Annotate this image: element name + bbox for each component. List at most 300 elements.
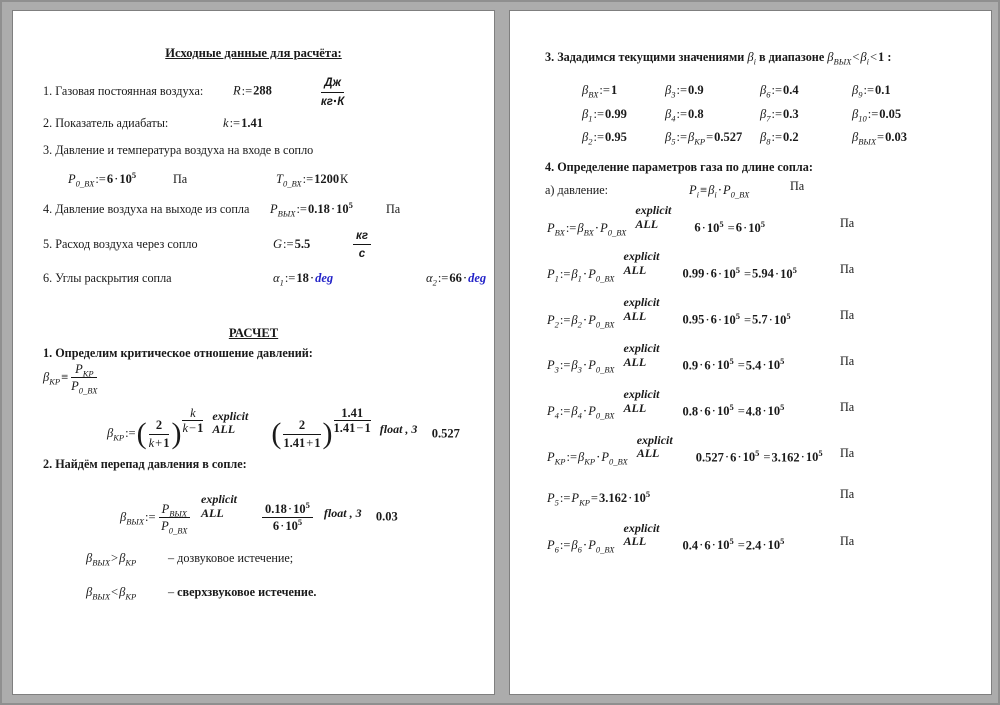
text-token: 6	[694, 220, 701, 235]
document-line	[540, 250, 961, 282]
document-line	[540, 159, 961, 176]
text-token: 5.7	[752, 312, 768, 327]
text-token: :=	[296, 202, 307, 217]
superscript: 5	[735, 310, 740, 321]
arrow-keyword-label: explicit	[623, 296, 660, 310]
variable-token: $P_i$	[689, 183, 700, 200]
text-token: ⋅	[628, 491, 633, 506]
text-token: 0.1	[875, 82, 891, 97]
text-token: ⋅	[594, 220, 600, 235]
arrow-keyword-label: explicit	[212, 409, 249, 423]
evaluation-arrow	[631, 434, 693, 462]
fraction-denominator	[283, 435, 320, 450]
subscript: КР	[125, 557, 137, 568]
variable-token: $P_{КР}$	[571, 491, 590, 508]
text-token: 3. Зададимся текущими значениями	[545, 50, 748, 64]
text-token: Па	[173, 171, 188, 186]
text-token: ⋅	[762, 358, 767, 373]
text-token: К	[340, 171, 349, 186]
text-token: ⋅	[768, 312, 773, 327]
text-token: =	[737, 358, 745, 373]
variable-token: $P_6$	[547, 538, 559, 555]
text-token: Па	[840, 216, 855, 231]
text-token: $10^5$	[285, 517, 303, 534]
fraction	[321, 75, 344, 108]
text-token: :=	[283, 236, 294, 251]
superscript: 5	[131, 169, 137, 180]
text-token: а) давление:	[545, 183, 609, 198]
column-cell	[86, 550, 168, 566]
text-token: 0.99	[682, 266, 705, 281]
variable-token: $P_{КР}$	[75, 361, 94, 379]
subscript: 1	[588, 113, 593, 124]
subscript: 1	[554, 273, 559, 284]
superscript: 5	[735, 264, 740, 275]
subscript: КР	[82, 368, 94, 379]
text-token: 6	[704, 538, 711, 553]
document-line	[43, 115, 464, 132]
subscript: 5	[671, 136, 676, 147]
superscript: 5	[729, 356, 734, 367]
text-token: :=	[302, 171, 314, 186]
text-token: :=	[593, 107, 605, 122]
document-line	[540, 106, 961, 122]
text-token: :=	[863, 82, 875, 97]
text-token: 6	[730, 450, 737, 465]
unit-label	[840, 261, 854, 278]
text-token: 0.18	[307, 202, 330, 217]
superscript: 5	[786, 310, 791, 321]
fraction	[353, 228, 371, 261]
subscript: 0_ВХ	[607, 227, 627, 238]
variable-token: k	[148, 435, 155, 450]
exponent	[334, 406, 371, 437]
subscript: i	[714, 189, 717, 200]
fraction-denominator	[149, 435, 170, 450]
variable-token: $\beta_{КР}$	[688, 130, 706, 147]
document-line	[540, 82, 961, 98]
text-token: :=	[867, 107, 879, 122]
subscript: КР	[694, 136, 706, 147]
document-line	[43, 142, 464, 159]
text-token: ⋅	[724, 450, 730, 465]
section-heading: РАСЧЕТ	[228, 325, 279, 340]
superscript: 5	[755, 448, 760, 459]
variable-token: $P_1$	[547, 266, 559, 284]
subscript: 6	[554, 544, 559, 555]
text-token: ⋅	[582, 312, 588, 327]
text-token: 5.94	[752, 266, 774, 281]
column-cell	[582, 82, 665, 98]
text-token: ⋅	[462, 270, 468, 285]
text-token: −	[189, 421, 197, 436]
evaluation-arrow	[618, 296, 680, 324]
text-token: ⋅	[309, 270, 315, 285]
subscript: 0_ВХ	[282, 178, 302, 189]
text-token: 0.95	[605, 130, 627, 145]
column-cell	[68, 171, 173, 187]
text-token: :=	[559, 358, 571, 373]
text-token: кг	[356, 230, 368, 243]
arrow-keyword-label: explicit	[635, 204, 672, 218]
text-token: кг	[320, 95, 333, 108]
fraction-numerator	[159, 502, 190, 518]
variable-token: $P_{0\_ВХ}$	[71, 379, 98, 396]
subscript: 3	[554, 364, 559, 375]
text-token: :=	[559, 266, 571, 281]
arrow-keyword-label: ALL	[201, 505, 224, 520]
superscript: 5	[348, 200, 353, 211]
subscript: 0_ВХ	[595, 544, 615, 555]
parenthesized-expression	[136, 405, 204, 451]
text-token: ⋅	[699, 358, 704, 373]
column-cell	[582, 129, 665, 145]
close-paren: )	[322, 417, 333, 451]
text-token: 1. Определим критическое отношение давлений:	[43, 345, 313, 360]
variable-token: $\beta_3$	[665, 82, 676, 100]
variable-token: $\beta_{10}$	[852, 107, 867, 124]
text-token: 0.527	[714, 130, 743, 145]
variable-token: $\beta_{ВЫХ}$	[120, 509, 145, 527]
text-token: $10^5$	[293, 499, 310, 516]
section-heading: Исходные данные для расчёта:	[165, 46, 342, 60]
variable-token: k	[190, 405, 196, 420]
text-token: +	[306, 435, 314, 450]
text-token: :=	[437, 270, 449, 285]
evaluation-arrow	[318, 507, 373, 521]
text-token: 0.4	[783, 82, 799, 97]
text-token: 0.8	[682, 404, 699, 419]
text-token: $10^5$	[748, 218, 766, 235]
subscript: ВЫХ	[169, 508, 187, 519]
subscript: 7	[766, 113, 771, 124]
column-cell	[760, 129, 852, 145]
variable-token: $\beta_9$	[852, 82, 863, 100]
text-token: 1	[364, 421, 371, 436]
text-token: :=	[565, 220, 577, 235]
arrow-keyword-label: explicit	[623, 250, 660, 264]
variable-token: $P_{0\_ВХ}$	[588, 404, 615, 421]
unit-label	[790, 178, 804, 195]
keyword-token: deg	[468, 270, 487, 285]
superscript: 5	[780, 402, 785, 413]
text-token: 0.99	[605, 107, 627, 122]
text-token: ≡	[700, 183, 708, 198]
text-token: 0.3	[783, 107, 799, 122]
document-line	[43, 405, 464, 451]
text-token: 1.41	[341, 405, 364, 420]
variable-token: $P_{0\_ВХ}$	[588, 266, 615, 284]
subscript: ВХ	[588, 89, 599, 100]
fraction	[159, 502, 190, 534]
subscript: 0_ВХ	[595, 364, 615, 375]
exponent	[182, 406, 203, 437]
unit-label	[840, 307, 854, 324]
variable-token: $\beta_8$	[760, 130, 771, 147]
text-token: 1	[878, 50, 885, 64]
variable-token: k	[223, 115, 229, 130]
column-cell	[43, 83, 233, 100]
text-token: ⋅	[699, 538, 704, 553]
variable-token: $\beta_1$	[582, 107, 593, 124]
subscript: 1	[577, 273, 582, 284]
unit-label	[840, 215, 854, 232]
open-paren: (	[136, 417, 147, 451]
variable-token: $\beta_2$	[582, 130, 593, 147]
text-token: :=	[771, 130, 783, 145]
text-token: =	[743, 266, 752, 281]
text-token: =	[706, 130, 714, 145]
text-token: 0.8	[688, 107, 704, 122]
text-token: $10^5$	[716, 356, 734, 373]
arrow-keyword-label: ALL	[636, 446, 660, 461]
variable-token: $P_{ВХ}$	[547, 220, 565, 238]
variable-token: $\alpha_1$	[273, 270, 284, 288]
text-token: :=	[559, 538, 571, 553]
arrow-keyword-label: explicit	[201, 492, 237, 506]
text-token: 3.162	[598, 491, 628, 506]
text-token: Па	[840, 399, 855, 414]
text-token: :=	[676, 82, 688, 97]
column-cell	[43, 270, 273, 287]
column-cell	[582, 106, 665, 122]
text-token: – дозвуковое истечение;	[168, 550, 294, 565]
unit-label	[840, 533, 854, 550]
document-line	[540, 296, 961, 328]
subscript: 4	[577, 410, 582, 421]
superscript: 5	[719, 218, 724, 229]
subscript: ВЫХ	[833, 56, 852, 67]
fraction-denominator	[262, 518, 313, 533]
text-token: ⋅	[711, 404, 716, 419]
column-cell	[43, 236, 273, 253]
text-token: Па	[840, 486, 855, 501]
text-token: $10^5$	[716, 402, 734, 419]
variable-token: $P_{ВЫХ}$	[270, 202, 296, 219]
text-token: 2. Показатель адиабаты:	[43, 115, 169, 130]
column-cell	[173, 171, 276, 188]
superscript: 5	[818, 448, 823, 459]
fraction	[71, 362, 97, 394]
text-token: 1	[197, 421, 204, 436]
column-cell	[760, 82, 852, 98]
document-line	[540, 522, 961, 554]
text-token: 0.4	[682, 538, 699, 553]
subscript: 9	[858, 89, 863, 100]
subscript: 0_ВХ	[595, 273, 615, 284]
subscript: 0_ВХ	[595, 410, 615, 421]
text-token: Па	[386, 202, 401, 217]
column-cell	[43, 201, 270, 218]
unit-label	[840, 399, 854, 416]
fraction-numerator	[262, 499, 313, 518]
text-token: ⋅	[762, 538, 767, 553]
evaluation-arrow	[374, 423, 429, 437]
text-token: $10^5$	[767, 356, 785, 373]
text-token: :=	[771, 107, 783, 122]
variable-token: $P_{0\_ВХ}$	[588, 358, 615, 375]
text-token: 1. Газовая постоянная воздуха:	[43, 83, 204, 98]
text-token: $10^5$	[742, 448, 760, 465]
subscript: 0_ВХ	[609, 456, 628, 467]
variable-token: $P_4$	[547, 404, 559, 421]
text-token: +	[155, 435, 163, 450]
subscript: 4	[671, 113, 676, 124]
text-token: 2	[298, 418, 306, 433]
exponent-denominator	[182, 421, 203, 435]
text-token: =	[737, 404, 745, 419]
fraction-denominator	[353, 245, 371, 261]
text-token: 0.05	[879, 107, 902, 122]
text-token: 0.9	[688, 82, 704, 97]
subscript: 10	[858, 113, 867, 124]
variable-token: $\alpha_2$	[426, 270, 437, 288]
arrow-keyword-label: explicit	[623, 387, 660, 401]
variable-token: $P_{ВЫХ}$	[161, 501, 187, 519]
document-line	[540, 129, 961, 145]
text-token: =	[737, 538, 745, 553]
text-token: :=	[676, 107, 688, 122]
text-token: :=	[95, 171, 106, 186]
variable-token: $\beta_5$	[665, 130, 676, 147]
text-token: <	[869, 50, 878, 64]
variable-token: $P_{0\_ВХ}$	[68, 171, 95, 189]
subscript: 2	[588, 136, 593, 147]
text-token: 6	[106, 171, 114, 186]
fraction	[262, 499, 313, 534]
text-token: Дж	[324, 77, 342, 90]
text-token: :=	[593, 130, 605, 145]
text-token: 5.5	[294, 236, 311, 251]
arrow-keyword-label: float , 3	[379, 423, 418, 437]
variable-token: $\beta_{ВЫХ}$	[852, 130, 877, 147]
variable-token: $\beta_4$	[665, 107, 676, 124]
evaluation-arrow	[195, 493, 257, 521]
column-cell	[276, 171, 340, 187]
text-token: :=	[559, 404, 571, 419]
subscript: КР	[584, 456, 596, 467]
text-token: 18	[296, 270, 309, 285]
arrow-keyword-label: ALL	[623, 262, 647, 277]
subscript: 5	[554, 497, 559, 508]
text-token: К	[337, 95, 345, 108]
text-token: ⋅	[582, 404, 588, 419]
text-token: :=	[229, 115, 241, 130]
subscript: ВЫХ	[92, 557, 111, 568]
document-line	[43, 456, 464, 473]
variable-token: $\beta_{КР}$	[578, 450, 596, 467]
column-cell	[43, 115, 223, 132]
superscript: 5	[297, 517, 303, 528]
text-token: 0.03	[885, 130, 907, 145]
text-token: сверхзвуковое истечение.	[177, 585, 317, 600]
variable-token: G	[273, 236, 283, 251]
evaluation-arrow	[618, 522, 680, 550]
variable-token: $P_{0\_ВХ}$	[601, 450, 628, 467]
text-token: :=	[771, 82, 783, 97]
text-token: 1	[610, 82, 618, 97]
fraction-numerator	[71, 362, 97, 378]
evaluation-arrow	[618, 388, 680, 416]
subscript: ВЫХ	[126, 516, 145, 527]
text-token: 4.8	[745, 404, 762, 419]
text-token: :=	[145, 509, 156, 524]
document-line	[540, 49, 961, 66]
document-line	[540, 486, 961, 508]
superscript: 5	[729, 402, 734, 413]
subscript: 0_ВХ	[168, 525, 188, 536]
column-cell	[665, 82, 760, 98]
subscript: 1	[279, 277, 284, 288]
text-token: 6	[710, 266, 717, 281]
fraction-numerator	[353, 228, 371, 245]
subscript: 3	[671, 89, 676, 100]
variable-token: $\beta_3$	[571, 358, 582, 375]
evaluation-arrow	[618, 342, 680, 370]
variable-token: $\beta_{ВХ}$	[582, 82, 599, 100]
variable-token: $\beta_6$	[760, 82, 771, 100]
text-token: Па	[840, 308, 855, 322]
arrow-keyword-label: ALL	[623, 534, 647, 549]
text-token: $10^5$	[706, 218, 724, 235]
variable-token: $\beta_{ВХ}$	[577, 220, 594, 238]
document-line	[540, 342, 961, 374]
text-token: 6	[704, 404, 711, 419]
text-token: $10^5$	[633, 489, 651, 506]
text-token: Па	[840, 445, 855, 460]
unit-label	[840, 353, 854, 370]
text-token: $10^5$	[780, 264, 797, 281]
text-token: ⋅	[330, 202, 336, 217]
text-token: 4. Определение параметров газа по длине сопла:	[545, 159, 813, 174]
text-token: ⋅	[699, 404, 704, 419]
column-cell	[273, 236, 351, 252]
text-token: $10^5$	[119, 169, 137, 186]
document-line	[43, 171, 464, 188]
text-token: $10^5$	[767, 536, 785, 553]
text-token: ⋅	[596, 450, 601, 465]
text-token: Па	[840, 262, 855, 277]
text-token: =	[877, 130, 885, 145]
fraction-numerator	[149, 418, 170, 434]
superscript: 5	[729, 536, 734, 547]
variable-token: $P_5$	[547, 491, 559, 508]
column-cell	[545, 182, 689, 199]
fraction-denominator	[71, 378, 98, 396]
subscript: 4	[554, 410, 559, 421]
variable-token: $\beta_i$	[747, 50, 756, 67]
text-token: ⋅	[762, 404, 767, 419]
text-token: 288	[253, 83, 272, 98]
variable-token: $\beta_{КР}$	[107, 426, 125, 443]
text-token: 0.527	[695, 450, 724, 465]
column-cell	[86, 584, 168, 600]
document-line	[540, 388, 961, 420]
text-token: :=	[599, 82, 610, 97]
text-token: =	[590, 491, 598, 506]
document-line	[43, 584, 464, 601]
variable-token: $\beta_6$	[571, 538, 582, 555]
text-token: :=	[284, 270, 296, 285]
text-token: ⋅	[332, 95, 338, 108]
text-token: :=	[125, 426, 136, 441]
exponent-denominator	[334, 421, 371, 435]
document-line	[43, 361, 99, 396]
document-line	[43, 75, 464, 108]
text-token: 0.2	[783, 130, 799, 145]
evaluation-arrow	[629, 204, 691, 232]
text-token: 6	[735, 220, 742, 235]
